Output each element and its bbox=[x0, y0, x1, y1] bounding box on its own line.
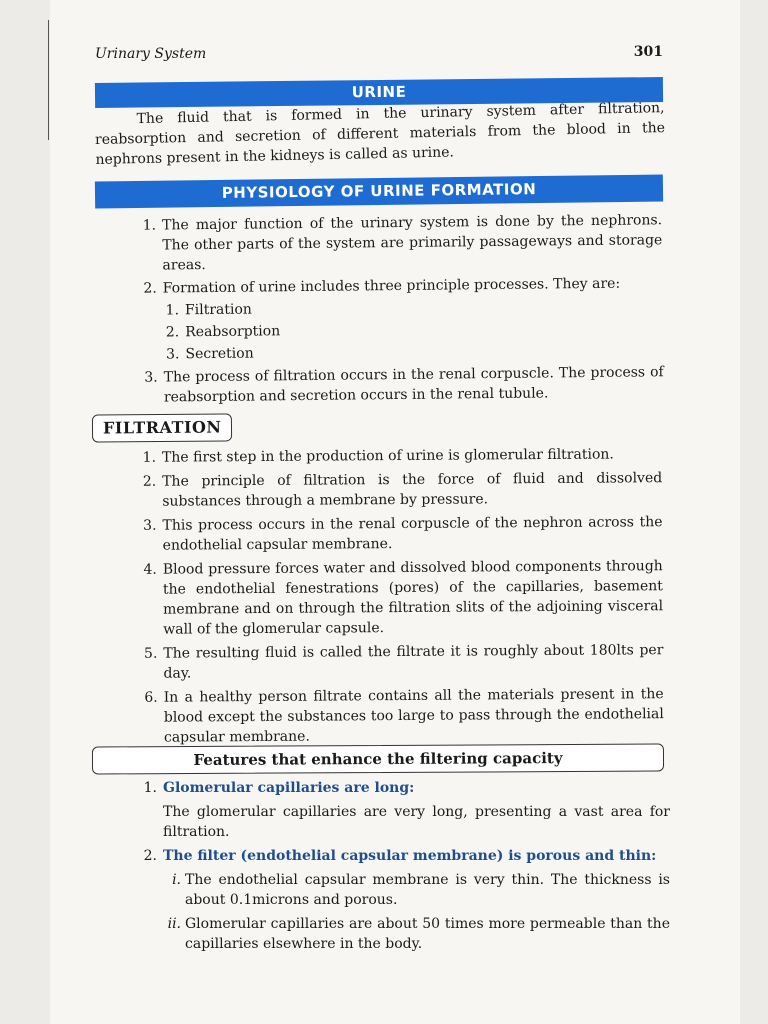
feature-title: The filter (endothelial capsular membrane) is porous and thin: bbox=[163, 848, 657, 864]
roman-sublist bbox=[163, 870, 670, 954]
urine-definition bbox=[94, 98, 665, 170]
urine-paragraph: The fluid that is formed in the urinary system after filtration, reabsorption and secretion of different materials from the blood in the nephrons present in the kidneys is called as urine. bbox=[94, 100, 666, 168]
feature-title: Glomerular capillaries are long: bbox=[163, 780, 415, 796]
physiology-heading: PHYSIOLOGY OF URINE FORMATION bbox=[95, 175, 663, 209]
list-item: 2. The principle of filtration is the force of fluid and dissolved substances through a membrane by pressure. bbox=[142, 470, 663, 510]
urine-heading: URINE bbox=[95, 77, 663, 108]
list-item: 5. The resulting fluid is called the filtrate it is roughly about 180lts per day. bbox=[143, 642, 664, 682]
filtration-list bbox=[134, 444, 664, 752]
list-item: 2. Formation of urine includes three principle processes. They are: 1. Filtration 2. Reabsorption 3. Secretion bbox=[135, 273, 664, 365]
page-number: 301 bbox=[633, 44, 663, 60]
list-item: 1. The major function of the urinary system is done by the nephrons. The other parts of the system are primarily passageways and storage areas. bbox=[142, 212, 663, 274]
sub-list-item: ii. Glomerular capillaries are about 50 times more permeable than the capillaries elsewhere in the body. bbox=[167, 916, 670, 952]
physiology-list bbox=[134, 210, 664, 411]
running-title: Urinary System bbox=[95, 46, 207, 62]
features-heading: Features that enhance the filtering capacity bbox=[92, 744, 664, 775]
list-item: 6. In a healthy person filtrate contains all the materials present in the blood except the substances too large to pass through the endothelial capsular membrane. bbox=[144, 686, 664, 746]
features-list bbox=[135, 778, 670, 958]
sub-list-item: 2. Reabsorption bbox=[165, 323, 281, 341]
sub-list-item: i. The endothelial capsular membrane is very thin. The thickness is about 0.1microns and porous. bbox=[172, 872, 670, 908]
list-item: 2. The filter (endothelial capsular membrane) is porous and thin: i. The endothelial capsular membrane is very thin. The thickness is about 0.1microns and porous. ii. Glomerular capillaries are about 50 times more permeable than the capillaries elsewhere in the body. bbox=[143, 848, 670, 952]
list-item: 1. The first step in the production of urine is glomerular filtration. bbox=[142, 446, 614, 466]
list-item: 1. Glomerular capillaries are long: The glomerular capillaries are very long, presenting a vast area for filtration. bbox=[143, 780, 670, 840]
process-sublist bbox=[163, 295, 664, 364]
sub-list-item: 1. Filtration bbox=[165, 301, 252, 319]
sub-list-item: 3. Secretion bbox=[166, 345, 254, 363]
list-item: 4. Blood pressure forces water and dissolved blood components through the endothelial fenestrations (pores) of the capillaries, basement membrane and on through the filtration slits of the adjoining visceral wall of the glomerular capsule. bbox=[143, 558, 664, 638]
list-item: 3. The process of filtration occurs in the renal corpuscle. The process of reabsorption and secretion occurs in the renal tubule. bbox=[144, 364, 664, 406]
list-item: 3. This process occurs in the renal corpuscle of the nephron across the endothelial capsular membrane. bbox=[143, 514, 663, 554]
filtration-heading: FILTRATION bbox=[92, 413, 233, 442]
page-header bbox=[95, 46, 665, 68]
margin-line bbox=[48, 20, 49, 140]
